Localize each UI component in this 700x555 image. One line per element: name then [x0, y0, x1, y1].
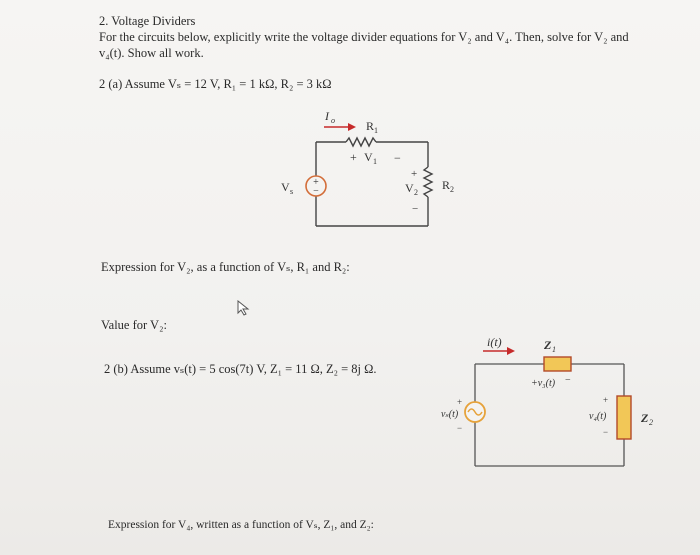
- circuit-a-diagram: [270, 105, 470, 245]
- v4-plus: +: [603, 395, 609, 405]
- problem-instruction-line2: v₄(t). Show all work.: [99, 46, 204, 60]
- r2-sub: 2: [450, 185, 454, 194]
- vs-b-label: vₛ(t): [441, 409, 459, 420]
- vs-b-minus: −: [457, 423, 463, 433]
- r2-label: R: [442, 178, 451, 192]
- v2-plus: +: [411, 168, 418, 180]
- v1-label: V: [364, 150, 373, 164]
- vs-sub: s: [290, 187, 294, 196]
- current-i-label: i(t): [487, 335, 502, 349]
- impedance-z2: [617, 396, 631, 439]
- problem-instruction-line1: For the circuits below, explicitly write the voltage divider equations for V₂ and V₄. Then, solve for V₂ and: [99, 30, 629, 44]
- v2-label: V: [405, 181, 414, 195]
- z1-sub: 1: [552, 345, 556, 354]
- v1-minus: −: [394, 151, 401, 165]
- r1-sub: 1: [374, 126, 378, 135]
- current-io-sub: o: [331, 116, 335, 125]
- v1-sub: 1: [373, 157, 377, 166]
- part-b-expression-prompt: Expression for V₄, written as a function of Vₛ, Z₁, and Z₂:: [108, 519, 374, 531]
- source-a-plus: +: [313, 177, 319, 188]
- mouse-pointer-icon: [237, 300, 251, 316]
- part-a-assumptions: 2 (a) Assume Vₛ = 12 V, R₁ = 1 kΩ, R₂ = 3 kΩ: [99, 77, 332, 91]
- v3-label: +v₃(t): [531, 378, 556, 389]
- impedance-z1: [544, 357, 571, 371]
- z2-sub: 2: [649, 418, 653, 427]
- v4-minus: −: [603, 427, 609, 437]
- z1-label: Z: [544, 338, 552, 352]
- part-b-assumptions: 2 (b) Assume vₛ(t) = 5 cos(7t) V, Z₁ = 11 Ω, Z₂ = 8j Ω.: [104, 362, 377, 376]
- v1-plus: +: [350, 150, 357, 164]
- vs-b-plus: +: [457, 397, 463, 407]
- v2-sub: 2: [414, 188, 418, 197]
- part-a-value-prompt: Value for V₂:: [101, 318, 167, 332]
- r1-label: R: [366, 119, 375, 133]
- source-a-minus: −: [313, 186, 319, 197]
- v2-minus: −: [412, 203, 419, 215]
- part-a-expression-prompt: Expression for V₂, as a function of Vₛ, R₁ and R₂:: [101, 260, 350, 274]
- problem-heading: 2. Voltage Dividers: [99, 14, 196, 28]
- v3-minus: −: [565, 375, 571, 386]
- v4-label: v₄(t): [589, 411, 607, 422]
- vs-label: V: [281, 180, 290, 194]
- z2-label: Z: [641, 411, 649, 425]
- circuit-b-diagram: [435, 330, 675, 475]
- current-io-label: I: [325, 109, 329, 123]
